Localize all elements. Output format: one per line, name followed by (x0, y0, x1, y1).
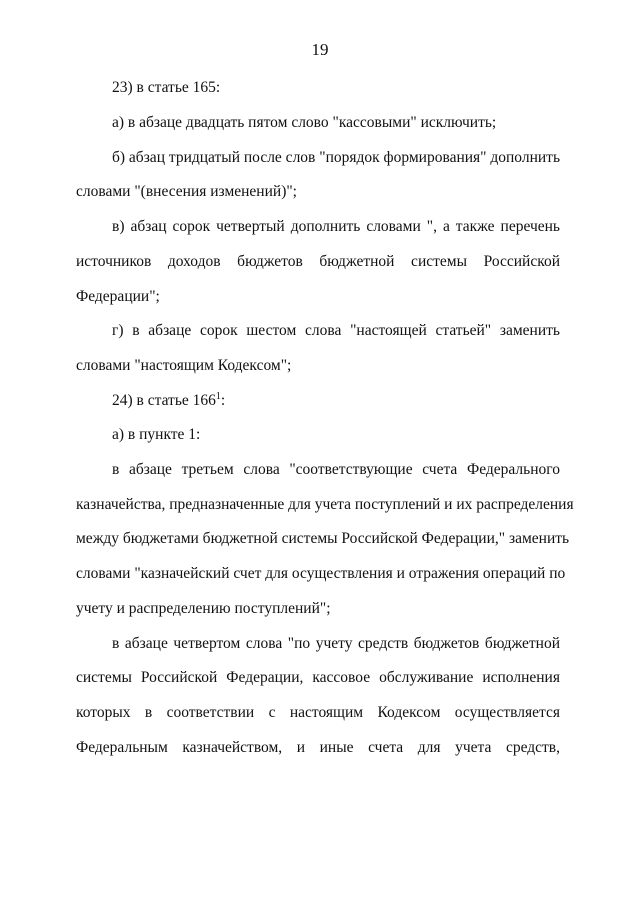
item-23v-line-3: Федерации"; (76, 288, 160, 305)
paragraph-4-line-2: системы Российской Федерации, кассовое обслуживание исполнения (76, 669, 560, 686)
item-23a-line: а) в абзаце двадцать пятом слово "кассовыми" исключить; (112, 114, 497, 131)
item-23g-line-2: словами "настоящим Кодексом"; (76, 357, 292, 374)
item-23v-line-1: в) абзац сорок четвертый дополнить словами ", а также перечень (112, 218, 560, 235)
item-23b-line-1: б) абзац тридцатый после слов "порядок формирования" дополнить (112, 149, 561, 166)
item-23g-line-1: г) в абзаце сорок шестом слова "настоящей статьей" заменить (112, 322, 560, 339)
paragraph-4-line-1: в абзаце четвертом слова "по учету средств бюджетов бюджетной (112, 635, 560, 652)
item-24-heading-colon: : (220, 392, 226, 409)
paragraph-3-line-3: между бюджетами бюджетной системы Российской Федерации," заменить (76, 530, 570, 547)
item-23v-line-2: источников доходов бюджетов бюджетной системы Российской (76, 253, 560, 270)
paragraph-3-line-1: в абзаце третьем слова "соответствующие счета Федерального (112, 461, 560, 478)
paragraph-4-line-4: Федеральным казначейством, и иные счета для учета средств, (76, 739, 560, 756)
paragraph-3-line-5: учету и распределению поступлений"; (76, 600, 331, 617)
article-superscript: 1 (215, 390, 221, 402)
item-23-heading: 23) в статье 165: (112, 79, 221, 96)
item-24-heading (112, 391, 560, 411)
item-23b-line-2: словами "(внесения изменений)"; (76, 183, 297, 200)
paragraph-4-line-3: которых в соответствии с настоящим Кодексом осуществляется (76, 704, 560, 721)
page-number: 19 (311, 40, 329, 59)
item-24a-line: а) в пункте 1: (112, 426, 201, 443)
paragraph-3-line-2: казначейства, предназначенные для учета поступлений и их распределения (76, 496, 574, 513)
item-24-heading-text: 24) в статье 166 (112, 392, 216, 409)
paragraph-3-line-4: словами "казначейский счет для осуществления и отражения операций по (76, 565, 566, 582)
